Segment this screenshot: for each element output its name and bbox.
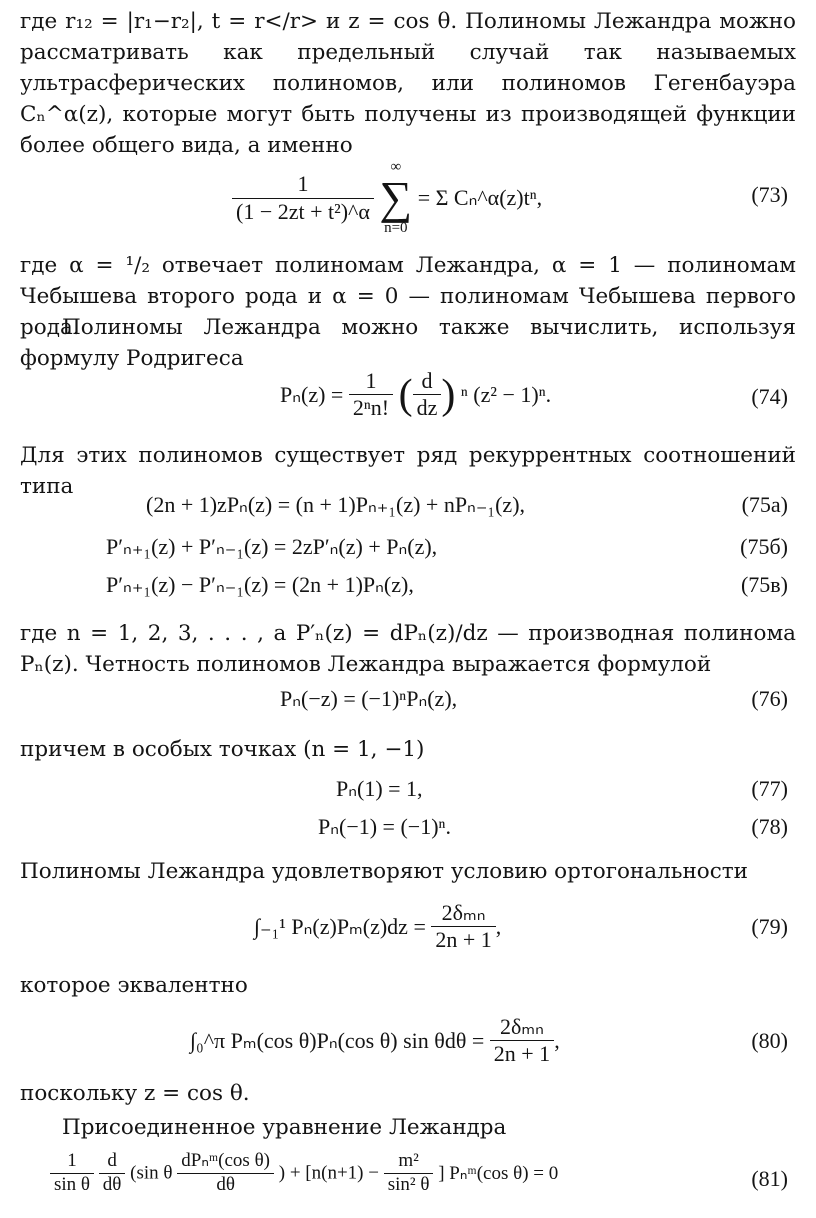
equation-75b: P′ₙ₊₁(z) + P′ₙ₋₁(z) = 2zP′ₙ(z) + Pₙ(z), (75б) [106,534,788,559]
eq73-fraction: $\frac{1}{\text{(1 − 2zt + t²)\textasciicircum{}α}}$ [232,171,374,225]
equation-number: (75в) [740,572,788,597]
equation-78: Pₙ(−1) = (−1)ⁿ. (78) [318,814,788,839]
equation-number: (80) [751,1028,788,1053]
equation-76: Pₙ(−z) = (−1)ⁿPₙ(z), (76) [280,686,788,711]
equation-number: (73) [751,182,788,207]
summation-sign: ∞ ∑ n=0 [379,159,413,236]
paragraph-5: где n = 1, 2, 3, . . . , а P′ₙ(z) = dPₙ(z)/dz — производная полинома Pₙ(z). Четность полиномов Лежандра выражается формулой [20,621,796,677]
paragraph-1: где r₁₂ = |r₁−r₂|, t = r</r> и z = cos θ. Полиномы Лежандра можно рассматривать как предельный случай так называемых ультрасферических полиномов, или полиномов Гегенбауэра Cₙ^α(z), которые могут быть получены из производящей функции более общего вида, а именно [20,9,796,158]
paragraph-9: поскольку z = cos θ. [20,1081,250,1106]
paragraph-6: причем в особых точках (n = 1, −1) [20,737,425,762]
equation-75a: (2n + 1)zPₙ(z) = (n + 1)Pₙ₊₁(z) + nPₙ₋₁(z), (75а) [146,492,788,517]
equation-number: (79) [751,914,788,939]
equation-74: Pₙ(z) = $\frac{1}{\text{2ⁿn!}}$ ( $\frac{d}{dz}$ ) ⁿ (z² − 1)ⁿ. (74) [280,368,788,421]
equation-number: (75б) [740,534,788,559]
paragraph-10: Присоединенное уравнение Лежандра [62,1115,507,1140]
equation-number: (76) [751,686,788,711]
equation-number: (78) [751,814,788,839]
equation-73: $\frac{1}{\text{(1 − 2zt + t²)\textasciicircum{}α}}$ ∞ ∑ n=0 = Σ Cₙ^α(z)tⁿ, (73) [0,160,816,220]
paragraph-2: где α = ¹/₂ отвечает полиномам Лежандра, α = 1 — полиномам Чебышева второго рода и α = 0 — полиномам Чебышева первого рода. [20,253,796,340]
paragraph-4: Для этих полиномов существует ряд рекуррентных соотношений типа [20,443,796,499]
equation-77: Pₙ(1) = 1, (77) [336,776,788,801]
equation-79: ∫₋₁¹ Pₙ(z)Pₘ(z)dz = $\frac{\text{2δₘₙ}}{2n + 1}$ , (79) [254,900,788,953]
equation-80: ∫₀^π Pₘ(cos θ)Pₙ(cos θ) sin θdθ = $\frac{\text{2δₘₙ}}{2n + 1}$ , (80) [190,1014,788,1067]
equation-number: (77) [751,776,788,801]
equation-81: $\frac{1}{\text{sin θ}}$ $\frac{d}{d\theta}$ (sin θ $\frac{\text{dPₙᵐ(cos θ)}}{d\theta}$ ) + [n(n+1) − $\frac{\text{m²}}{\text{sin² θ}}$ ] Pₙᵐ(cos θ) = 0 (81) [0,1150,816,1216]
equation-75c: P′ₙ₊₁(z) − P′ₙ₋₁(z) = (2n + 1)Pₙ(z), (75в) [106,572,788,597]
paragraph-7: Полиномы Лежандра удовлетворяют условию ортогональности [20,859,748,884]
paragraph-8: которое эквалентно [20,973,248,998]
paragraph-3: Полиномы Лежандра можно также вычислить, используя формулу Родригеса [20,315,796,371]
equation-number: (81) [751,1166,788,1191]
equation-number: (74) [751,384,788,409]
equation-number: (75а) [741,492,788,517]
